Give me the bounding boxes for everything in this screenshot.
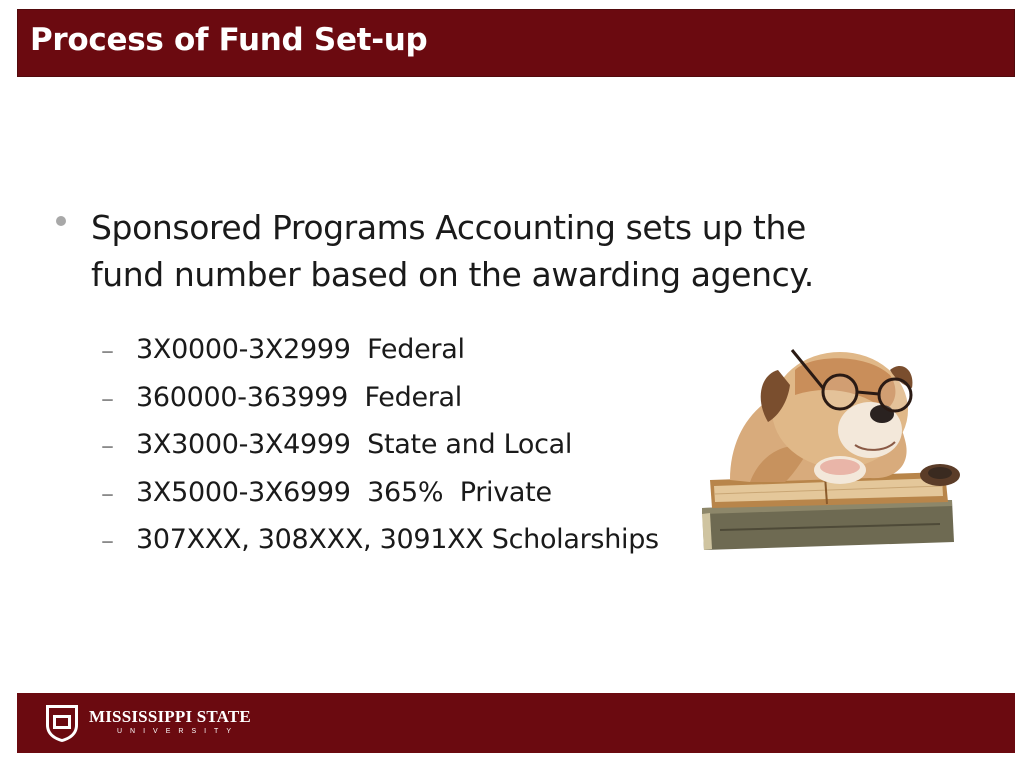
- logo-subtext: UNIVERSITY: [117, 728, 240, 735]
- bullet-dot-icon: [56, 216, 66, 226]
- sub-bullet-list: [101, 332, 691, 570]
- sub-bullet-item: [101, 522, 691, 570]
- sub-bullet-item: [101, 427, 691, 475]
- university-shield-icon: [44, 703, 80, 743]
- dash-icon: –: [101, 431, 114, 461]
- sub-bullet-item: [101, 475, 691, 523]
- sub-bullet-item: [101, 380, 691, 428]
- title-bar: [17, 9, 1015, 77]
- sub-bullet-text: 307XXX, 308XXX, 3091XX Scholarships: [136, 524, 659, 555]
- bullet-text: Sponsored Programs Accounting sets up the fund number based on the awarding agency.: [91, 208, 814, 294]
- slide-title: Process of Fund Set-up: [30, 22, 428, 58]
- sub-bullet-text: 360000-363999 Federal: [136, 381, 463, 413]
- sub-bullet-text: 3X0000-3X2999 Federal: [136, 334, 465, 365]
- dash-icon: –: [101, 478, 114, 509]
- sub-bullet-text: 3X5000-3X6999 365% Private: [136, 476, 552, 508]
- bulldog-books-image: [690, 330, 1000, 560]
- dash-icon: –: [101, 336, 114, 366]
- sub-bullet-text: 3X3000-3X4999 State and Local: [136, 429, 573, 460]
- footer-bar: [17, 693, 1015, 753]
- sub-bullet-item: [101, 332, 691, 380]
- logo-wordmark: MISSISSIPPI STATE: [89, 707, 251, 726]
- dash-icon: –: [101, 383, 114, 414]
- dash-icon: –: [101, 526, 114, 556]
